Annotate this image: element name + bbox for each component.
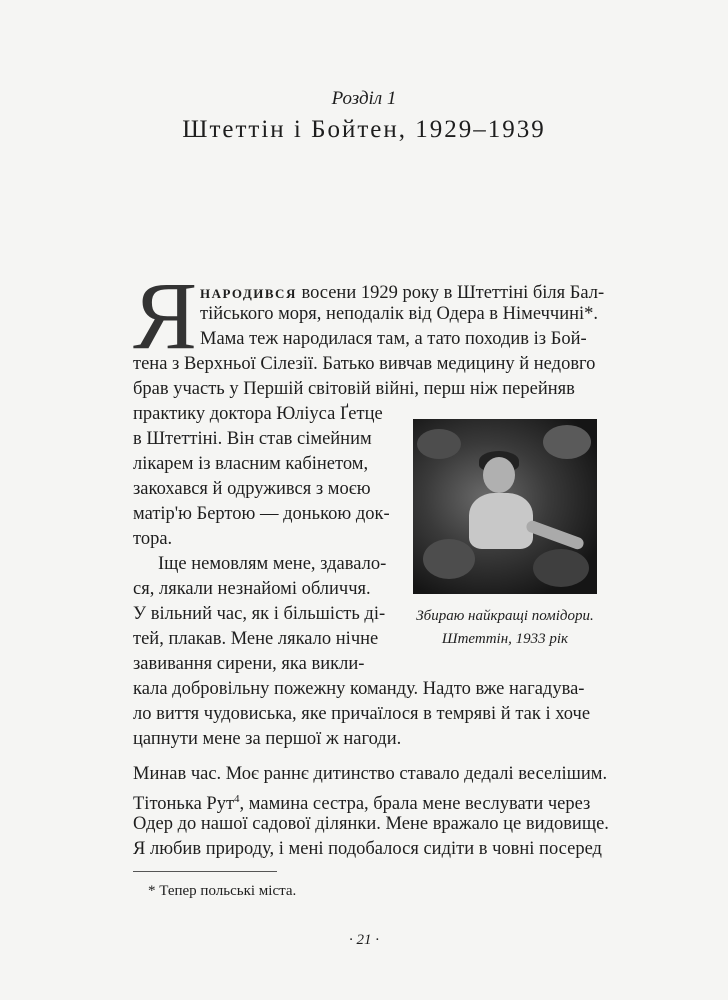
- paragraph-line: закохався й одружився з моєю: [133, 479, 371, 499]
- chapter-title: Штеттін і Бойтен, 1929–1939: [182, 116, 546, 143]
- paragraph-line: У вільний час, як і більшість ді-: [133, 604, 386, 624]
- child-arm: [525, 519, 585, 551]
- paragraph-line: тей, плакав. Мене лякало нічне: [133, 629, 379, 649]
- child-body: [469, 493, 533, 549]
- chapter-label: Розділ 1: [331, 88, 397, 109]
- photo: [413, 419, 597, 594]
- page-number: · 21 ·: [349, 932, 379, 948]
- foliage: [417, 429, 461, 459]
- paragraph-line: Минав час. Моє раннє дитинство ставало дедалі веселішим.: [133, 764, 608, 784]
- paragraph-line: Я любив природу, і мені подобалося сидіти в човні посеред: [133, 839, 602, 859]
- paragraph-line: брав участь у Першій світовій війні, перш ніж перейняв: [133, 379, 575, 399]
- paragraph-line: Одер до нашої садової ділянки. Мене вражало це видовище.: [133, 814, 609, 834]
- line-text: Тітонька Рут: [133, 794, 235, 815]
- photo-caption: Штеттін, 1933 рік: [441, 631, 569, 647]
- paragraph-line: Іще немовлям мене, здавало-: [158, 554, 387, 574]
- paragraph-line: Мама теж народилася там, а тато походив із Бой-: [200, 329, 587, 349]
- foliage: [423, 539, 475, 579]
- paragraph-line: лікарем із власним кабінетом,: [133, 454, 369, 474]
- paragraph-line: [133, 789, 590, 814]
- line-text: восени 1929 року в Штеттіні біля Бал-: [296, 283, 605, 303]
- paragraph-line: тена з Верхньої Сілезії. Батько вивчав медицину й недовго: [133, 354, 596, 374]
- footnote-rule: [133, 871, 277, 872]
- footnote: * Тепер польські міста.: [148, 883, 297, 899]
- paragraph-line: завивання сирени, яка викли-: [133, 654, 365, 674]
- paragraph-line: в Штеттіні. Він став сімейним: [133, 429, 372, 449]
- drop-cap: Я: [133, 262, 198, 369]
- photo-caption: Збираю найкращі помідори.: [416, 608, 594, 624]
- child-head: [483, 457, 515, 493]
- line-text: , мамина сестра, брала мене веслувати через: [239, 794, 591, 815]
- paragraph-line: [200, 283, 604, 303]
- lead-smallcaps: народився: [200, 283, 297, 303]
- paragraph-line: ло виття чудовиська, яке причаїлося в темряві й так і хоче: [133, 704, 591, 724]
- foliage: [533, 549, 589, 587]
- footnote-marker[interactable]: 4: [234, 793, 240, 805]
- paragraph-line: тійського моря, неподалік від Одера в Німеччині*.: [200, 304, 599, 324]
- paragraph-line: ся, лякали незнайомі обличчя.: [133, 579, 371, 599]
- paragraph-line: практику доктора Юліуса Ґетце: [133, 404, 383, 424]
- paragraph-line: кала добровільну пожежну команду. Надто вже нагадува-: [133, 679, 585, 699]
- paragraph-line: тора.: [133, 529, 173, 549]
- paragraph-line: цапнути мене за першої ж нагоди.: [133, 729, 402, 749]
- paragraph-line: матір'ю Бертою — донькою док-: [133, 504, 390, 524]
- foliage: [543, 425, 591, 459]
